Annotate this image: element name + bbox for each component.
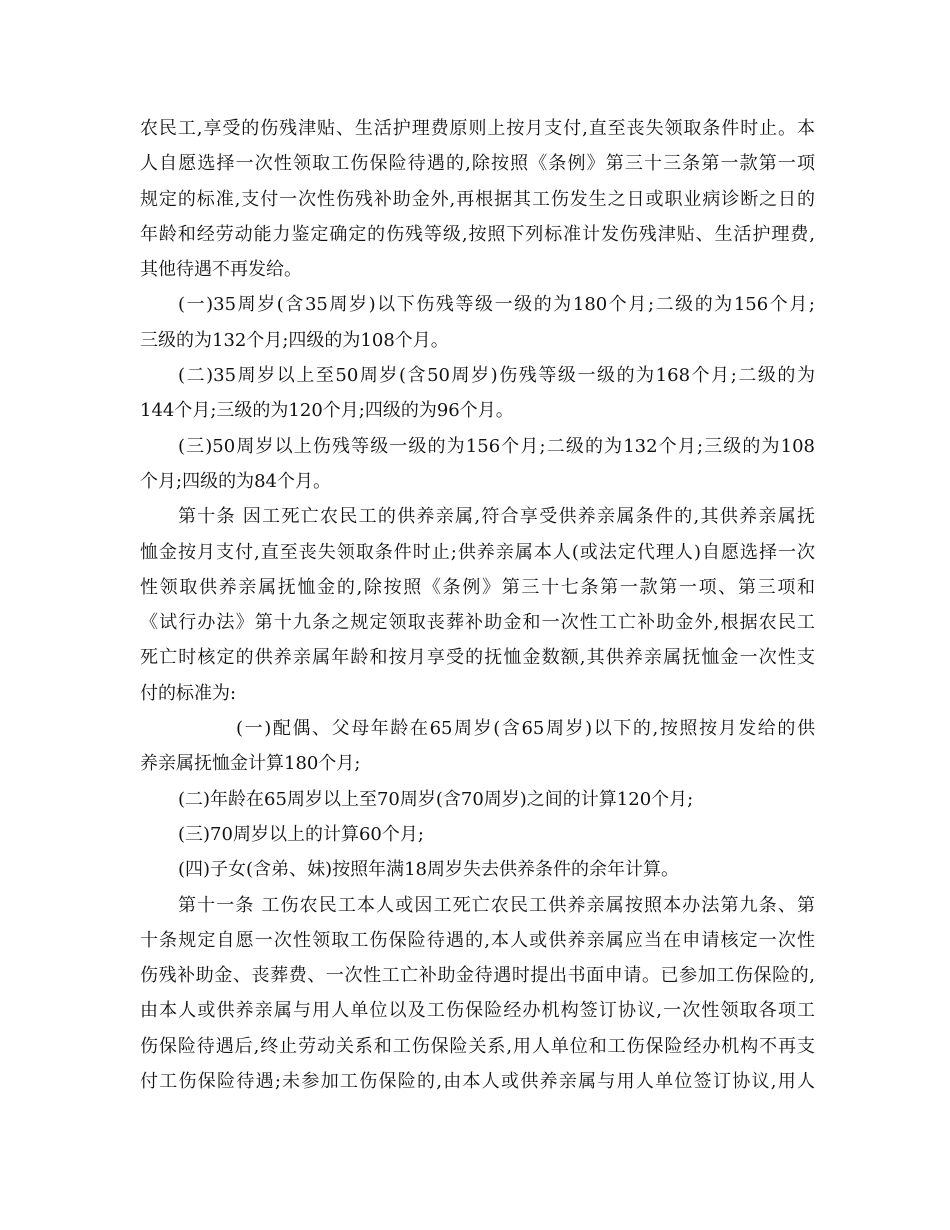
text-line: 144个月;三级的为120个月;四级的为96个月。 bbox=[140, 400, 514, 422]
text-line: (三)50周岁以上伤残等级一级的为156个月;二级的为132个月;三级的为108 bbox=[178, 435, 815, 457]
text-line: 《试行办法》第十九条之规定领取丧葬补助金和一次性工亡补助金外,根据农民工 bbox=[140, 612, 815, 634]
text-line: (三)70周岁以上的计算60个月; bbox=[178, 823, 424, 845]
document-page bbox=[140, 111, 815, 1099]
text-line: (二)年龄在65周岁以上至70周岁(含70周岁)之间的计算120个月; bbox=[178, 788, 694, 810]
text-line: 由本人或供养亲属与用人单位以及工伤保险经办机构签订协议,一次性领取各项工 bbox=[140, 1000, 815, 1022]
text-line: 养亲属抚恤金计算180个月; bbox=[140, 753, 361, 775]
text-line: 伤保险待遇后,终止劳动关系和工伤保险关系,用人单位和工伤保险经办机构不再支 bbox=[140, 1035, 815, 1057]
text-line: (一)35周岁(含35周岁)以下伤残等级一级的为180个月;二级的为156个月; bbox=[178, 294, 815, 316]
text-line: (二)35周岁以上至50周岁(含50周岁)伤残等级一级的为168个月;二级的为 bbox=[178, 365, 815, 387]
text-line: 付的标准为: bbox=[140, 682, 237, 704]
text-line: 三级的为132个月;四级的为108个月。 bbox=[140, 329, 449, 351]
text-line: (四)子女(含弟、妹)按照年满18周岁失去供养条件的余年计算。 bbox=[178, 859, 679, 881]
text-line: 第十一条 工伤农民工本人或因工死亡农民工供养亲属按照本办法第九条、第 bbox=[178, 894, 815, 916]
text-line: 规定的标准,支付一次性伤残补助金外,再根据其工伤发生之日或职业病诊断之日的 bbox=[140, 188, 815, 210]
text-line: 第十条 因工死亡农民工的供养亲属,符合享受供养亲属条件的,其供养亲属抚 bbox=[178, 506, 815, 528]
text-line: 个月;四级的为84个月。 bbox=[140, 470, 331, 492]
text-line: 十条规定自愿一次性领取工伤保险待遇的,本人或供养亲属应当在申请核定一次性 bbox=[140, 929, 815, 951]
text-line: 伤残补助金、丧葬费、一次性工亡补助金待遇时提出书面申请。已参加工伤保险的, bbox=[140, 965, 815, 987]
text-line: 性领取供养亲属抚恤金的,除按照《条例》第三十七条第一款第一项、第三项和 bbox=[140, 576, 815, 598]
text-line: 其他待遇不再发给。 bbox=[140, 259, 302, 281]
text-line: 付工伤保险待遇;未参加工伤保险的,由本人或供养亲属与用人单位签订协议,用人 bbox=[140, 1071, 815, 1093]
text-line: 年龄和经劳动能力鉴定确定的伤残等级,按照下列标准计发伤残津贴、生活护理费, bbox=[140, 223, 815, 245]
text-line: 恤金按月支付,直至丧失领取条件时止;供养亲属本人(或法定代理人)自愿选择一次 bbox=[140, 541, 815, 563]
text-line: 农民工,享受的伤残津贴、生活护理费原则上按月支付,直至丧失领取条件时止。本 bbox=[140, 118, 815, 139]
text-line: 死亡时核定的供养亲属年龄和按月享受的抚恤金数额,其供养亲属抚恤金一次性支 bbox=[140, 647, 815, 669]
text-line: (一)配偶、父母年龄在65周岁(含65周岁)以下的,按照按月发给的供 bbox=[236, 718, 815, 740]
text-line: 人自愿选择一次性领取工伤保险待遇的,除按照《条例》第三十三条第一款第一项 bbox=[140, 153, 815, 175]
